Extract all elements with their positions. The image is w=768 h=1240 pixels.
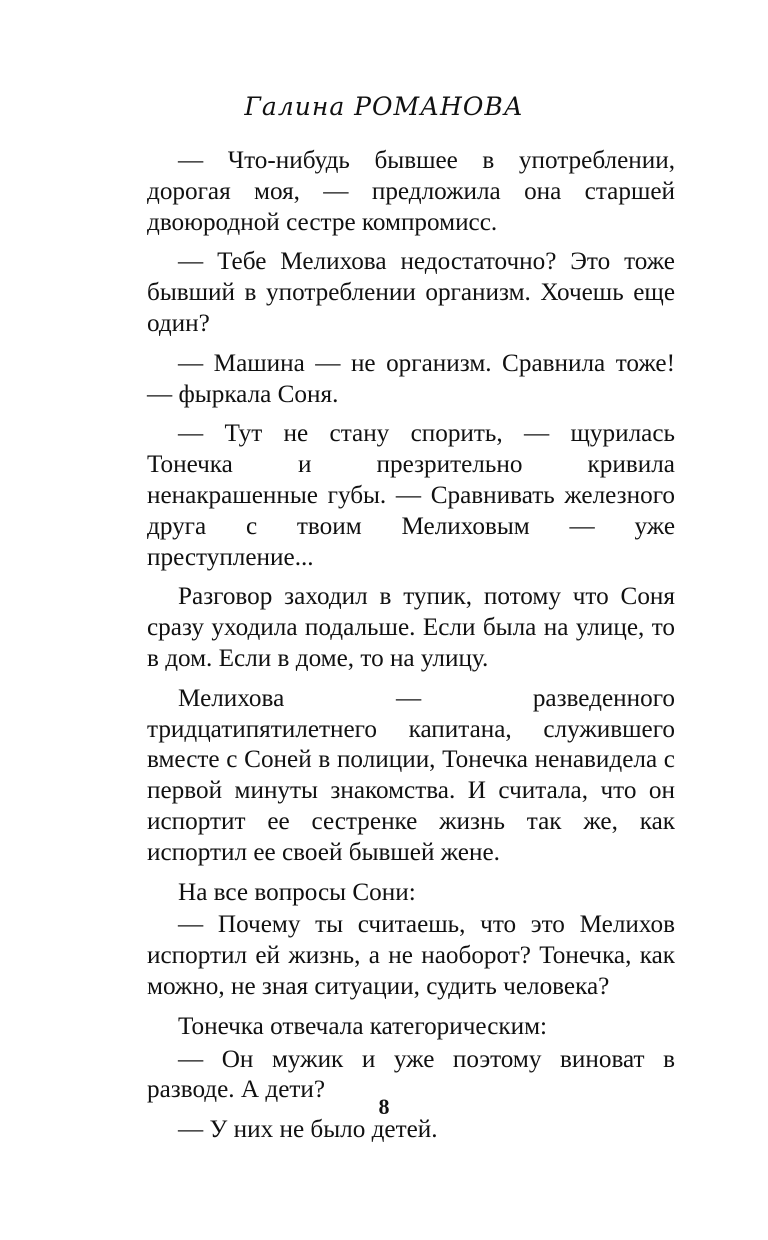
paragraph-7: На все вопросы Сони: — [178, 878, 416, 906]
paragraph-9: Тонечка отвечала категорическим: — [178, 1012, 548, 1040]
paragraph-3: — Машина — не организм. Сравнила тоже! — фыркала Соня. — [147, 349, 675, 408]
body-text — [147, 146, 675, 1146]
page-number: 8 — [378, 1094, 390, 1119]
paragraph-10: — Он мужик и уже поэтому виноват в разводе. А дети? — [147, 1045, 675, 1104]
paragraph-1: — Что-нибудь бывшее в употреблении, дорогая моя, — предложила она старшей двоюродной сестре компромисс. — [147, 147, 675, 236]
running-head-author: Галина РОМАНОВА — [244, 92, 524, 121]
paragraph-2: — Тебе Мелихова недостаточно? Это тоже бывший в употреблении организм. Хочешь еще один? — [147, 248, 675, 337]
paragraph-5: Разговор заходил в тупик, потому что Соня сразу уходила подальше. Если была на улице, то в дом. Если в доме, то на улицу. — [147, 583, 675, 672]
paragraph-11: — У них не было детей. — [178, 1116, 438, 1144]
paragraph-4: — Тут не стану спорить, — щурилась Тонечка и презрительно кривила ненакрашенные губы. — Сравнивать железного друга с твоим Мелиховым — уже преступление... — [147, 420, 675, 571]
paragraph-6: Мелихова — разведенного тридцатипятилетнего капитана, служившего вместе с Соней в полиции, Тонечка ненавидела с первой минуты знакомства. И считала, что он испортит ее сестренке жизнь так же, как испортил ее своей бывшей жене. — [147, 684, 675, 866]
paragraph-8: — Почему ты считаешь, что это Мелихов испортил ей жизнь, а не наоборот? Тонечка, как можно, не зная ситуации, судить человека? — [147, 911, 675, 1000]
